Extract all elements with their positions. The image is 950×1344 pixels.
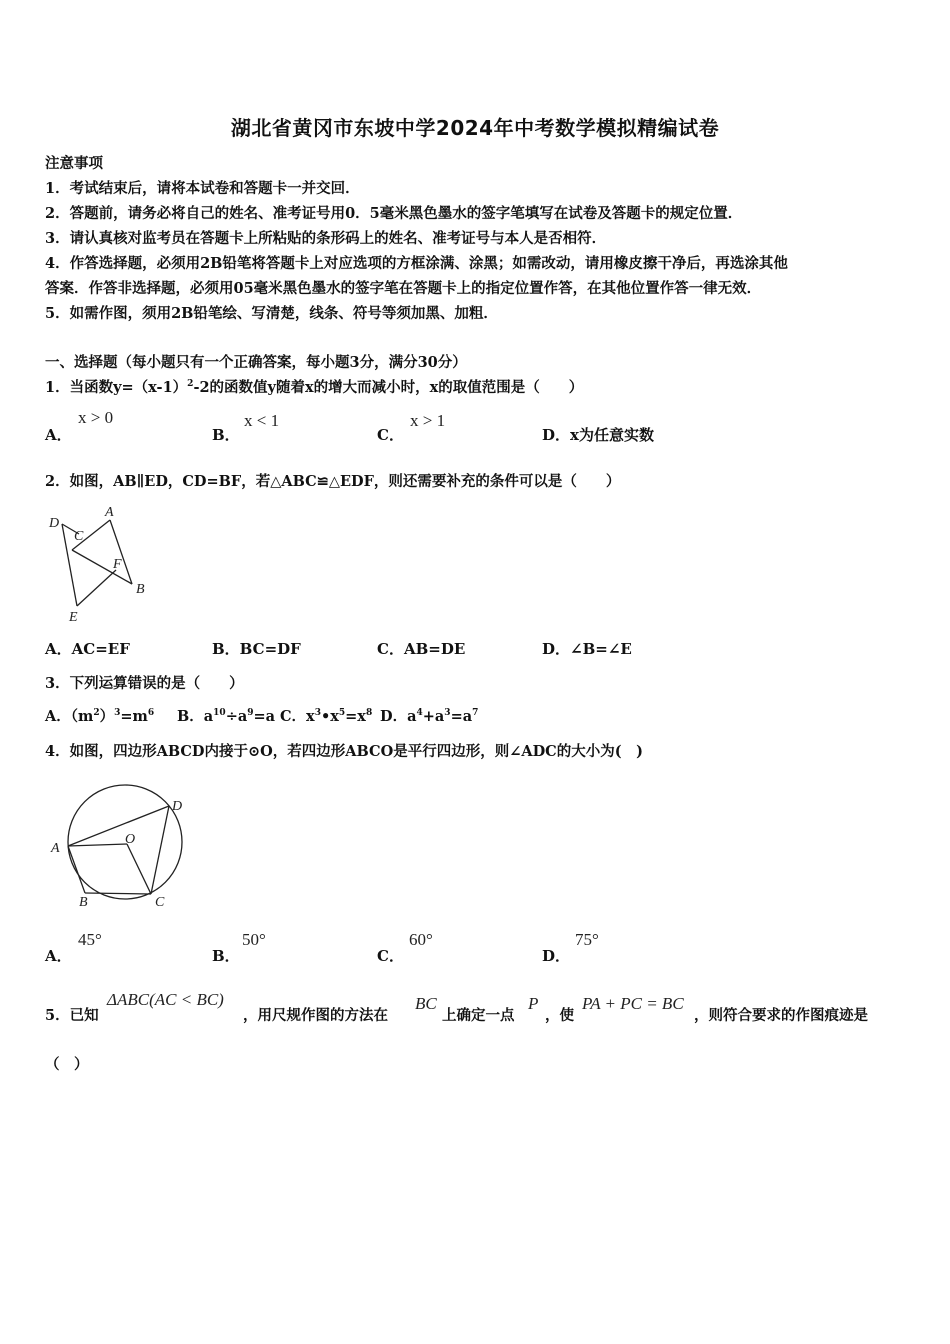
question-4-stem: 4．如图，四边形ABCD内接于⊙O，若四边形ABCO是平行四边形，则∠ADC的大小为( )	[45, 743, 643, 760]
q5-math-bc: BC	[415, 994, 437, 1013]
q4-segment-ab	[68, 846, 85, 893]
q5-math-p: P	[528, 994, 539, 1013]
notice-item: 2．答题前，请务必将自己的姓名、准考证号用0．5毫米黑色墨水的签字笔填写在试卷及答题卡的规定位置．	[45, 205, 743, 222]
notice-item: 1．考试结束后，请将本试卷和答题卡一并交回．	[45, 180, 360, 197]
q1-option-c-label: C．	[377, 426, 404, 444]
q4-option-a-label: A．	[45, 947, 72, 965]
notice-item: 答案．作答非选择题，必须用05毫米黑色墨水的签字笔在答题卡上的指定位置作答，在其他位置作答一律无效．	[45, 280, 762, 297]
notice-item: 4．作答选择题，必须用2B铅笔将答题卡上对应选项的方框涂满、涂黑；如需改动，请用橡皮擦干净后，再选涂其他	[45, 255, 788, 272]
notice-heading: 注意事项	[45, 155, 103, 172]
q2-option-c: C．AB=DE	[377, 640, 466, 658]
q4-segment-ad	[68, 806, 169, 846]
q5-math-equation: PA + PC = BC	[582, 994, 684, 1013]
q4-label-d: D	[172, 799, 183, 814]
question-2-stem: 2．如图，AB∥ED，CD=BF，若△ABC≌△EDF，则还需要补充的条件可以是（ ）	[45, 473, 621, 490]
page-title: 湖北省黄冈市东坡中学2024年中考数学模拟精编试卷	[230, 116, 720, 140]
q2-label-d: D	[49, 516, 60, 531]
q2-segment-ef	[77, 570, 116, 606]
q3-option-c: C．$x^3•x^5=x^8$	[280, 708, 373, 725]
q1-option-a-math: x > 0	[78, 408, 114, 427]
q4-label-c: C	[155, 895, 165, 910]
q4-option-b-label: B．	[212, 947, 240, 965]
question-1-stem: 1．当函数$y=(x-1)^2-2$的函数值y随着x的增大而减小时，x的取值范围是（ ）	[45, 379, 584, 396]
q3-option-a: A．$(m^2)^3=m^6$	[45, 708, 155, 725]
notice-item: 3．请认真核对监考员在答题卡上所粘贴的条形码上的姓名、准考证号与本人是否相符．	[45, 230, 607, 247]
q1-option-d-label: D．x为任意实数	[542, 426, 654, 444]
question-3-stem: 3．下列运算错误的是（ ）	[45, 675, 244, 692]
q2-option-a: A．AC=EF	[45, 640, 130, 658]
q2-label-f: F	[113, 557, 122, 572]
question-5-text-2: ，用尺规作图的方法在	[243, 1007, 388, 1024]
q4-option-a-math: 45°	[78, 930, 102, 949]
q4-segment-co	[127, 844, 151, 894]
q4-label-a: A	[51, 841, 60, 856]
section-heading: 一、选择题（每小题只有一个正确答案，每小题3分，满分30分）	[45, 354, 467, 371]
q2-label-e: E	[69, 610, 78, 625]
q4-option-c-label: C．	[377, 947, 404, 965]
q4-option-c-math: 60°	[409, 930, 433, 949]
question-5-text-4: ，使	[545, 1007, 574, 1024]
q2-figure	[40, 502, 160, 627]
q3-option-d: D．$a^4+a^3=a^7$	[380, 708, 479, 725]
q2-segment-cb	[72, 550, 132, 584]
q1-option-a-label: A．	[45, 426, 72, 444]
q4-label-b: B	[79, 895, 88, 910]
question-5-prefix: 5．已知	[45, 1007, 99, 1024]
q2-option-d: D．∠B=∠E	[542, 640, 632, 658]
question-5-answer-paren: （ ）	[45, 1056, 89, 1073]
q2-label-a: A	[105, 505, 114, 520]
question-5-text-5: ，则符合要求的作图痕迹是	[694, 1007, 868, 1024]
q2-option-b: B．BC=DF	[212, 640, 301, 658]
q4-option-b-math: 50°	[242, 930, 266, 949]
q4-label-o: O	[125, 832, 136, 847]
notice-item: 5．如需作图，须用2B铅笔绘、写清楚，线条、符号等须加黑、加粗．	[45, 305, 498, 322]
q1-option-c-math: x > 1	[410, 411, 446, 430]
q2-label-c: C	[74, 529, 84, 544]
q4-segment-oa	[68, 844, 127, 846]
q3-option-b: B．$a^{10}\div a^9=a$	[177, 708, 276, 725]
q1-option-b-math: x < 1	[244, 411, 280, 430]
q4-figure	[45, 782, 195, 912]
q2-label-b: B	[136, 582, 145, 597]
q4-segment-bc	[85, 893, 151, 894]
question-5-text-3: 上确定一点	[442, 1007, 515, 1024]
q2-segment-ab	[110, 520, 132, 584]
q4-option-d-math: 75°	[575, 930, 599, 949]
q4-option-d-label: D．	[542, 947, 571, 965]
q1-option-b-label: B．	[212, 426, 240, 444]
q5-math-triangle: ΔABC(AC < BC)	[107, 990, 224, 1009]
